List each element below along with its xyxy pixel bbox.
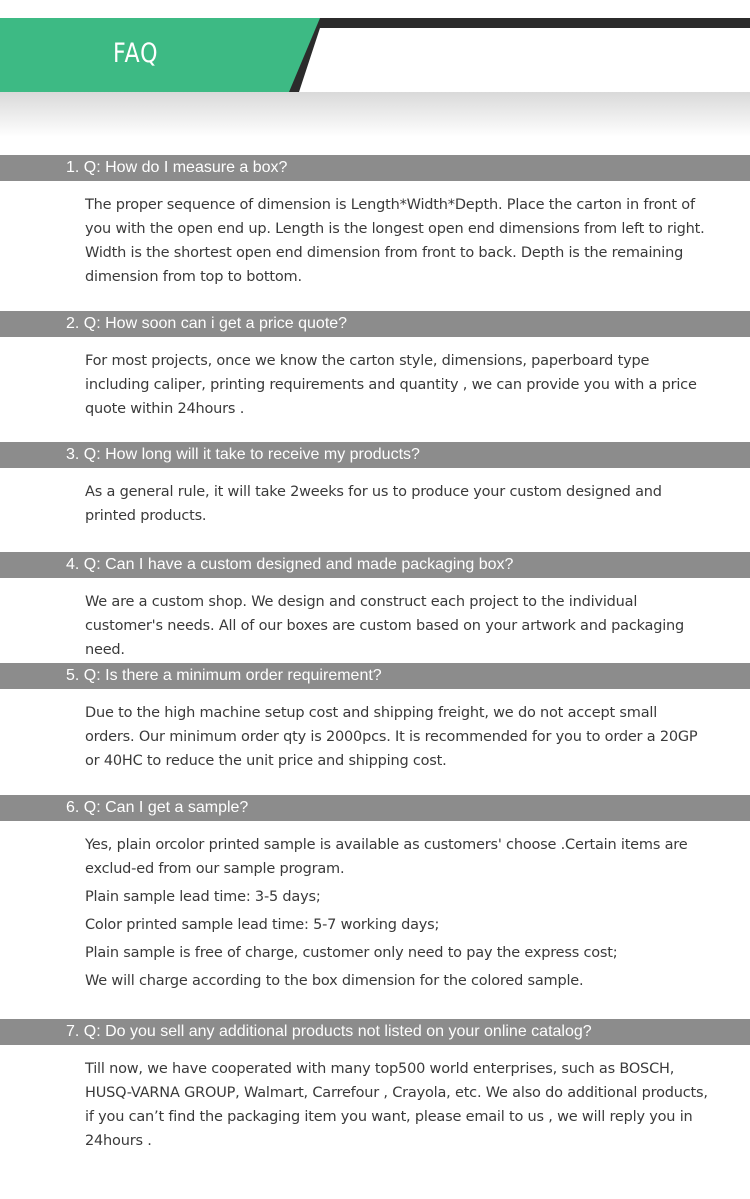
answer-text xyxy=(0,1045,750,1153)
page-title: FAQ xyxy=(113,38,159,69)
question-bar: 5. Q: Is there a minimum order requirement? xyxy=(0,663,750,689)
answer-paragraph: We are a custom shop. We design and construct each project to the individual customer's needs. All of our boxes are custom based on your artwork and packaging need. xyxy=(85,594,685,658)
question-bar: 4. Q: Can I have a custom designed and made packaging box? xyxy=(0,552,750,578)
faq-item-4 xyxy=(0,552,750,662)
answer-paragraph: The proper sequence of dimension is Length*Width*Depth. Place the carton in front of you with the open end up. Length is the longest open end dimensions from left to right. Width is the shortest open end dimension from front to back. Depth is the remaining dimension from top to bottom. xyxy=(85,197,705,285)
answer-text xyxy=(0,337,750,421)
question-bar: 6. Q: Can I get a sample? xyxy=(0,795,750,821)
header-banner-graphic xyxy=(0,0,750,140)
answer-text xyxy=(0,468,750,528)
answer-paragraph: Plain sample lead time: 3-5 days; xyxy=(85,889,321,905)
faq-header xyxy=(0,0,750,140)
answer-text xyxy=(0,181,750,289)
faq-item-3 xyxy=(0,442,750,528)
question-bar: 2. Q: How soon can i get a price quote? xyxy=(0,311,750,337)
answer-paragraph: Yes, plain orcolor printed sample is available as customers' choose .Certain items are exclud-ed from our sample program. xyxy=(85,837,688,877)
answer-paragraph: Color printed sample lead time: 5-7 working days; xyxy=(85,917,440,933)
faq-item-5 xyxy=(0,663,750,773)
question-bar: 7. Q: Do you sell any additional products not listed on your online catalog? xyxy=(0,1019,750,1045)
question-bar: 1. Q: How do I measure a box? xyxy=(0,155,750,181)
header-green-band xyxy=(0,18,320,92)
answer-text xyxy=(0,578,750,662)
answer-paragraph: For most projects, once we know the carton style, dimensions, paperboard type including caliper, printing requirements and quantity , we can provide you with a price quote within 24hours . xyxy=(85,353,697,417)
answer-paragraph: As a general rule, it will take 2weeks for us to produce your custom designed and printed products. xyxy=(85,484,662,524)
answer-paragraph: Till now, we have cooperated with many top500 world enterprises, such as BOSCH, HUSQ-VARNA GROUP, Walmart, Carrefour , Crayola, etc. We also do additional products, if you can’t find the packaging item you want, please email to us , we will reply you in 24hours . xyxy=(85,1061,708,1149)
faq-item-1 xyxy=(0,155,750,289)
answer-text xyxy=(0,821,750,993)
header-white-cut xyxy=(300,38,750,92)
question-bar: 3. Q: How long will it take to receive my products? xyxy=(0,442,750,468)
answer-paragraph: Due to the high machine setup cost and shipping freight, we do not accept small orders. Our minimum order qty is 2000pcs. It is recommended for you to order a 20GP or 40HC to reduce the unit price and shipping cost. xyxy=(85,705,698,769)
header-shadow xyxy=(0,92,750,137)
answer-text xyxy=(0,689,750,773)
faq-item-2 xyxy=(0,311,750,421)
faq-item-6 xyxy=(0,795,750,997)
answer-paragraph: We will charge according to the box dimension for the colored sample. xyxy=(85,973,584,989)
faq-item-7 xyxy=(0,1019,750,1153)
answer-paragraph: Plain sample is free of charge, customer only need to pay the express cost; xyxy=(85,945,618,961)
